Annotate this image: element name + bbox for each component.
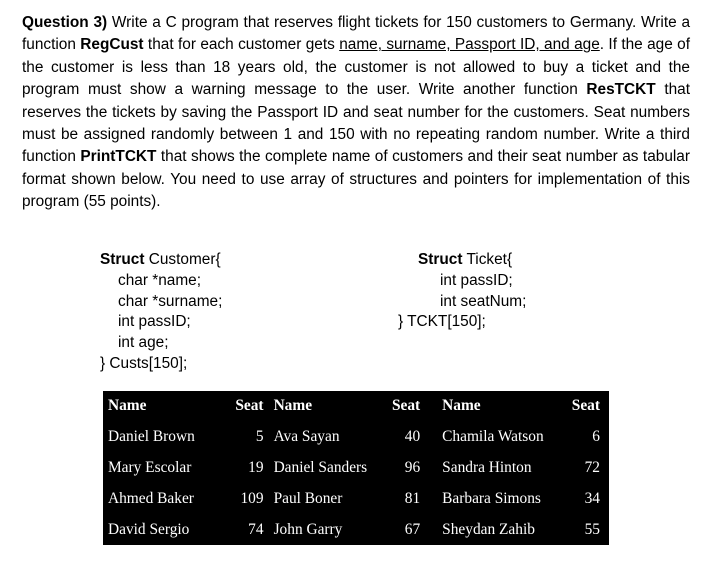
- seat-table: [103, 391, 609, 545]
- column-header: Name: [273, 397, 313, 414]
- seat-cell: 40: [404, 427, 421, 445]
- seat-cell: 74: [248, 520, 264, 538]
- seat-cell: 81: [404, 489, 421, 507]
- seat-cell: 109: [240, 489, 264, 507]
- column-header: Seat: [571, 397, 600, 414]
- function-name-restckt: ResTCKT: [586, 81, 656, 99]
- struct-field: int age;: [118, 334, 169, 352]
- customer-fields-underlined: name, surname, Passport ID, and age: [339, 36, 600, 54]
- question-paragraph: [22, 12, 690, 214]
- customer-name-cell: Barbara Simons: [442, 489, 541, 507]
- function-name-printtckt: PrintTCKT: [80, 148, 157, 166]
- struct-keyword: Struct: [418, 251, 463, 268]
- customer-name-cell: John Garry: [273, 520, 343, 538]
- customer-name-cell: Sandra Hinton: [442, 458, 532, 476]
- question-text-3: . If the age of the customer is less than 18 years old, the customer is not allowed to buy a ticket and the program must show a warning message to the user. Write another function: [22, 36, 690, 99]
- question-text-2: that for each customer gets: [143, 36, 340, 54]
- struct-customer-code: [100, 250, 222, 375]
- seat-cell: 6: [592, 427, 600, 445]
- struct-field: char *name;: [118, 271, 201, 289]
- question-text-4: that reserves the tickets by saving the Passport ID and seat number for the customers. Seat numbers must be assigned randomly between 1 and 150 with no repeating random number. Write a third function: [22, 81, 690, 166]
- struct-field: int passID;: [440, 271, 513, 289]
- seat-cell: 19: [248, 458, 264, 476]
- table-row: [103, 514, 609, 545]
- customer-name-cell: Ahmed Baker: [108, 489, 194, 507]
- question-text-1: Write a C program that reserves flight tickets for 150 customers to Germany. Write a function: [22, 14, 690, 54]
- struct-field: int passID;: [118, 313, 191, 331]
- table-row: [103, 421, 609, 452]
- seat-cell: 72: [584, 458, 600, 476]
- customer-name-cell: Daniel Sanders: [273, 458, 368, 476]
- customer-name-cell: David Sergio: [108, 520, 190, 538]
- struct-ticket-footer: } TCKT[150];: [398, 313, 486, 331]
- column-header: Seat: [391, 397, 421, 414]
- seat-cell: 96: [404, 458, 421, 476]
- function-name-regcust: RegCust: [80, 36, 144, 54]
- seat-cell: 5: [255, 427, 264, 445]
- struct-ticket-name: Ticket{: [462, 251, 513, 268]
- struct-keyword: Struct: [100, 251, 145, 268]
- struct-customer-footer: } Custs[150];: [100, 354, 188, 372]
- customer-name-cell: Sheydan Zahib: [442, 520, 535, 538]
- customer-name-cell: Ava Sayan: [273, 427, 340, 445]
- struct-field: char *surname;: [118, 292, 223, 310]
- question-label: Question 3): [22, 14, 108, 31]
- table-row: [103, 483, 609, 514]
- table-row: [103, 452, 609, 483]
- struct-ticket-header: [398, 250, 526, 271]
- seat-cell: 34: [584, 489, 600, 507]
- customer-name-cell: Daniel Brown: [108, 427, 195, 445]
- customer-name-cell: Chamila Watson: [442, 427, 544, 445]
- table-header-row: [103, 391, 609, 421]
- struct-customer-header: [100, 250, 222, 271]
- seat-cell: 67: [404, 520, 421, 538]
- struct-customer-name: Customer{: [144, 251, 221, 268]
- column-header: Name: [442, 397, 481, 414]
- column-header: Seat: [235, 397, 264, 414]
- customer-name-cell: Mary Escolar: [108, 458, 192, 476]
- question-text-5: that shows the complete name of customers and their seat number as tabular format shown below. You need to use array of structures and pointers for implementation of this program (55 points).: [22, 148, 690, 211]
- seat-cell: 55: [584, 520, 600, 538]
- struct-ticket-code: [398, 250, 526, 333]
- customer-name-cell: Paul Boner: [273, 489, 343, 507]
- struct-field: int seatNum;: [440, 292, 527, 310]
- column-header: Name: [108, 397, 147, 414]
